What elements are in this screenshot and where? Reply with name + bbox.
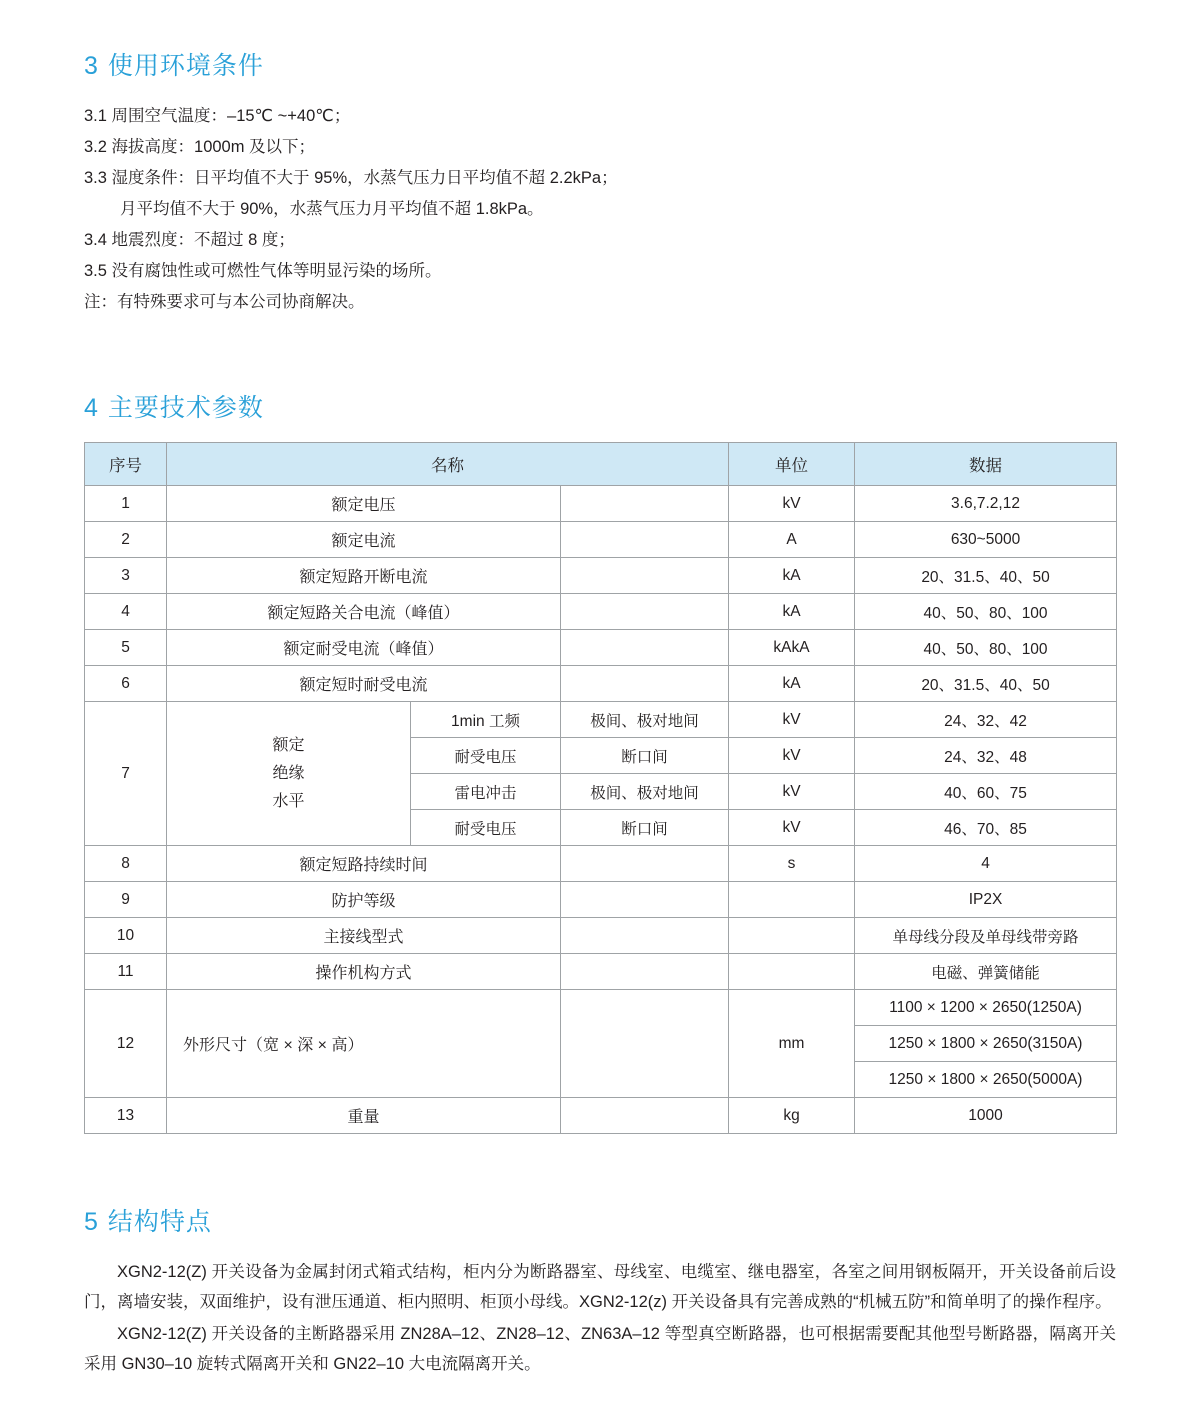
group-label-line: 水平 <box>272 792 305 810</box>
section-structure-title <box>84 1206 1116 1239</box>
cell-sub <box>561 990 729 1098</box>
section-structure-number: 5 <box>84 1208 99 1236</box>
cell-no: 1 <box>85 486 167 522</box>
cell-unit: mm <box>729 990 855 1098</box>
cell-data: 24、32、42 <box>855 702 1117 738</box>
section-environment-title <box>84 50 1116 83</box>
cell-no: 8 <box>85 846 167 882</box>
column-header-unit: 单位 <box>729 443 855 486</box>
cell-data: 单母线分段及单母线带旁路 <box>855 918 1117 954</box>
table-row <box>85 954 1117 990</box>
paragraph: XGN2-12(Z) 开关设备的主断路器采用 ZN28A–12、ZN28–12、ZN63A–12 等型真空断路器，也可根据需要配其他型号断路器，隔离开关采用 GN30–10 旋转式隔离开关和 GN22–10 大电流隔离开关。 <box>84 1324 1116 1373</box>
list-item: 3.2 海拔高度：1000m 及以下； <box>84 137 316 156</box>
cell-sub: 断口间 <box>561 810 729 846</box>
section-parameters-heading-text: 主要技术参数 <box>107 393 264 422</box>
cell-data: 3.6,7.2,12 <box>855 486 1117 522</box>
cell-sub <box>561 486 729 522</box>
cell-unit: kV <box>729 486 855 522</box>
cell-no: 3 <box>85 558 167 594</box>
column-header-name: 名称 <box>167 443 729 486</box>
column-header-no: 序号 <box>85 443 167 486</box>
table-row <box>85 702 1117 738</box>
cell-sub: 极间、极对地间 <box>561 702 729 738</box>
cell-unit: kg <box>729 1098 855 1134</box>
cell-unit: kA <box>729 558 855 594</box>
cell-no: 11 <box>85 954 167 990</box>
cell-sub <box>561 594 729 630</box>
cell-name: 额定短时耐受电流 <box>167 666 561 702</box>
cell-data: 1000 <box>855 1098 1117 1134</box>
cell-sub <box>561 846 729 882</box>
table-row <box>85 846 1117 882</box>
cell-data: 630~5000 <box>855 522 1117 558</box>
list-item: 3.1 周围空气温度：–15℃ ~+40℃； <box>84 106 351 125</box>
list-item: 注：有特殊要求可与本公司协商解决。 <box>84 292 365 311</box>
cell-name: 防护等级 <box>167 882 561 918</box>
section-parameters <box>84 392 1116 1135</box>
cell-data: 24、32、48 <box>855 738 1117 774</box>
cell-data: 40、50、80、100 <box>855 594 1117 630</box>
cell-subgroup-name: 雷电冲击 <box>411 774 561 810</box>
section-environment-number: 3 <box>84 52 99 80</box>
section-structure <box>84 1206 1116 1379</box>
environment-condition-list <box>84 101 1116 318</box>
table-row <box>85 594 1117 630</box>
cell-name: 操作机构方式 <box>167 954 561 990</box>
cell-data: 1250 × 1800 × 2650(3150A) <box>855 1026 1117 1062</box>
cell-name: 主接线型式 <box>167 918 561 954</box>
cell-sub <box>561 630 729 666</box>
cell-subgroup-name: 耐受电压 <box>411 738 561 774</box>
section-parameters-title <box>84 392 1116 425</box>
list-item: 月平均值不大于 90%，水蒸气压力月平均值不超 1.8kPa。 <box>120 199 544 218</box>
cell-no: 7 <box>85 702 167 846</box>
cell-name: 重量 <box>167 1098 561 1134</box>
cell-unit: kAkA <box>729 630 855 666</box>
cell-sub: 极间、极对地间 <box>561 774 729 810</box>
cell-subgroup-name: 耐受电压 <box>411 810 561 846</box>
cell-unit <box>729 954 855 990</box>
cell-sub <box>561 954 729 990</box>
cell-data: 20、31.5、40、50 <box>855 558 1117 594</box>
cell-unit: A <box>729 522 855 558</box>
list-item: 3.5 没有腐蚀性或可燃性气体等明显污染的场所。 <box>84 261 442 280</box>
cell-unit: s <box>729 846 855 882</box>
cell-data: 4 <box>855 846 1117 882</box>
cell-data: IP2X <box>855 882 1117 918</box>
cell-name: 额定短路关合电流（峰值） <box>167 594 561 630</box>
cell-name: 额定短路持续时间 <box>167 846 561 882</box>
cell-group-label <box>167 702 411 846</box>
cell-no: 6 <box>85 666 167 702</box>
table-row <box>85 666 1117 702</box>
cell-data: 46、70、85 <box>855 810 1117 846</box>
cell-no: 5 <box>85 630 167 666</box>
list-item: 3.4 地震烈度：不超过 8 度； <box>84 230 295 249</box>
table-row <box>85 918 1117 954</box>
table-row <box>85 990 1117 1026</box>
cell-unit: kV <box>729 702 855 738</box>
cell-data: 1250 × 1800 × 2650(5000A) <box>855 1062 1117 1098</box>
group-label-line: 绝缘 <box>272 764 305 782</box>
cell-sub <box>561 522 729 558</box>
cell-sub: 断口间 <box>561 738 729 774</box>
technical-parameters-table <box>84 442 1117 1134</box>
cell-unit <box>729 882 855 918</box>
cell-unit: kV <box>729 774 855 810</box>
cell-name: 额定电压 <box>167 486 561 522</box>
cell-data: 40、60、75 <box>855 774 1117 810</box>
section-environment-heading-text: 使用环境条件 <box>107 52 264 80</box>
cell-sub <box>561 666 729 702</box>
cell-sub <box>561 882 729 918</box>
section-parameters-number: 4 <box>84 393 99 422</box>
cell-unit: kV <box>729 738 855 774</box>
cell-no: 12 <box>85 990 167 1098</box>
table-row <box>85 882 1117 918</box>
cell-no: 4 <box>85 594 167 630</box>
column-header-data: 数据 <box>855 443 1117 486</box>
table-row <box>85 630 1117 666</box>
cell-name: 额定耐受电流（峰值） <box>167 630 561 666</box>
cell-no: 2 <box>85 522 167 558</box>
cell-no: 10 <box>85 918 167 954</box>
cell-name: 额定电流 <box>167 522 561 558</box>
cell-data: 1100 × 1200 × 2650(1250A) <box>855 990 1117 1026</box>
cell-name: 外形尺寸（宽 × 深 × 高） <box>167 990 561 1098</box>
cell-data: 电磁、弹簧储能 <box>855 954 1117 990</box>
cell-sub <box>561 558 729 594</box>
cell-no: 9 <box>85 882 167 918</box>
cell-unit: kV <box>729 810 855 846</box>
cell-sub <box>561 1098 729 1134</box>
table-row <box>85 1098 1117 1134</box>
cell-sub <box>561 918 729 954</box>
cell-unit: kA <box>729 666 855 702</box>
cell-subgroup-name: 1min 工频 <box>411 702 561 738</box>
section-environment <box>84 50 1116 318</box>
cell-data: 40、50、80、100 <box>855 630 1117 666</box>
table-header-row <box>85 443 1117 486</box>
cell-name: 额定短路开断电流 <box>167 558 561 594</box>
list-item: 3.3 湿度条件：日平均值不大于 95%，水蒸气压力日平均值不超 2.2kPa； <box>84 168 618 187</box>
cell-no: 13 <box>85 1098 167 1134</box>
section-structure-heading-text: 结构特点 <box>107 1208 212 1236</box>
paragraph: XGN2-12(Z) 开关设备为金属封闭式箱式结构，柜内分为断路器室、母线室、电缆室、继电器室，各室之间用钢板隔开，开关设备前后设门，离墙安装，双面维护，设有泄压通道、柜内照明、柜顶小母线。XGN2-12(z) 开关设备具有完善成熟的“机械五防”和简单明了的操作程序。 <box>84 1262 1116 1311</box>
table-row <box>85 558 1117 594</box>
cell-unit: kA <box>729 594 855 630</box>
table-row <box>85 486 1117 522</box>
cell-data: 20、31.5、40、50 <box>855 666 1117 702</box>
table-row <box>85 522 1117 558</box>
group-label-line: 额定 <box>272 736 305 754</box>
cell-unit <box>729 918 855 954</box>
structure-body <box>84 1257 1116 1379</box>
